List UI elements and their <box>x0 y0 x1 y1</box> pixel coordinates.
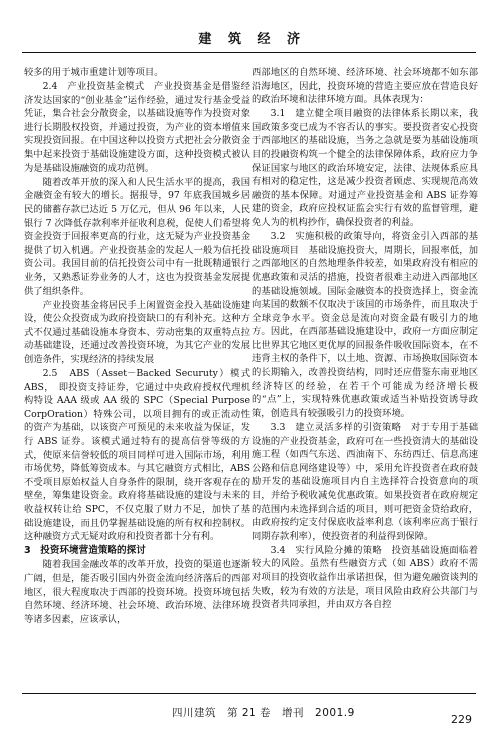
right-text-column <box>252 66 478 700</box>
paragraph: 产业投资基金将居民手上闲置资金投入基础设施建设，使公众投资成为政府投资缺口的有利补充。这种方式不仅通过基础设施本身资本、劳动密集的双重特点拉动基础建设，还通过改善投资环境，为其它产业的发展创造条件，实现经济的持续发展 <box>24 299 250 365</box>
paragraph: 3.1 建立健全项目融资的法律体系长期以来，我国政策多变已成为不容否认的事实。要投资者安心投资于西部地区的基础设施，当务之急就是要为基础设施项目的投融资构筑一个健全的法律保障体系，政府应力争保证国家与地区的政治环境安定，法律、法规体系应具有相对的稳定性，这是减少投资者顾虑、实现规范高效融资的基本保障。对通过产业投资基金和 ABS 证券筹建的资金，政府应投权证监会实行有效的监督管理，避免人为的机构抄作，确保投资者的利益。 <box>252 108 478 229</box>
paragraph: 随着我国金融改革的改革开放，投资的渠道也逐渐广阔，但是，能否吸引国内外资金流向经济落后的西部地区，很大程度取决于西部的投资环境。投资环境包括自然环境、经济环境、社会环境、政治环境、法律环境等诸多因素，应该承认， <box>24 559 250 625</box>
paragraph: 2.4 产业投资基金模式 产业投资基金是借鉴经济发达国家的“创业基金”运作经验，通过发行基金受益凭证，集合社会分散资金，以基础设施等作为投资对象进行长期股权投资，并通过投资，为产业的资本增值来实现投资回报。在中国这种以投资方式把社会分散资金集中起来投资于基础设施建设方面，这种投资模式被认为是基础设施融资的成功范例。 <box>24 81 250 174</box>
paragraph: 较多的用于城市重建计划等项目。 <box>24 67 164 78</box>
page-number: 229 <box>451 713 472 726</box>
page-header <box>22 28 476 50</box>
paragraph: 西部地区的自然环境、经济环境、社会环境都不如东部沿海地区，因此，投资环境的营造主要应放在营造良好的政治环境和法律环境方面。具体表现为： <box>252 67 478 106</box>
header-rule <box>22 52 476 53</box>
footer-journal-info: 四川建筑 第 21 卷 增刊 2001.9 <box>172 707 355 719</box>
paragraph: 3.2 实施积极的政策导向，将资金引入西部的基础设施项目 基础设施投资大，周期长，回报率低，加之西部地区的自然地理条件较差，如果政府没有相应的优惠政策和灵活的措施，投资者很难主动进入西部地区的基础设施领域。国际金融资本的投资选择上，资金流向某国的数额不仅取决于该国的市场条件，而且取决于全球竞争水平。资金总是流向对资金最有吸引力的地方。因此，在西部基础设施建设中，政府一方面应制定比世界其它地区更优厚的回报条件吸收国际资本，在不违背主权的条件下，以土地、资源、市场换取国际资本的长期输入，改善投资结构，同时还应借鉴东南亚地区经济特区的经验，在若干个可能成为经济增长极的“点”上，实现特殊优惠政策或适当补贴投资诱导政策，创造具有较强吸引力的投资环境。 <box>252 231 478 419</box>
paragraph: 3.3 建立灵活多样的引资策略 对于专用于基础设施的产业投资基金，政府可在一些投资清大的基础设施工程（如西气东送、西油南下、东纺西迁、信息高速公路和信息网络建设等）中，采用允许投资者在政府鼓励开发的基础设施项目内自主选择符合投资意向的项目，并给予税收减免优惠政策。如果投资者在政府规定的范围内未选择到合适的项目，则可把资金贷给政府，由政府按约定支付保底收益率利息（该利率应高于银行同期存款利率），使投资者的利益得到保障。 <box>252 421 478 542</box>
journal-header-title: 建 筑 经 济 <box>198 32 306 47</box>
page-footer <box>22 689 476 741</box>
paragraph: 2.5 ABS（Asset－Backed Securuty）模式 ABS， 即投资支持证券，它通过中央政府授权代理机构特设 AAA 级或 AA 级的 SPC（Special Purpose CorpOration）特殊公司，以项目拥有的或正流动性的资产为基础，以该资产可预见的未来收益为保证，发行 ABS 证券。该模式通过特有的提高信誉等级的方式，使原来信誉较低的项目同样可进入国际市场，利用市场优势，降低筹资成本。与其它融资方式相比，ABS 不受项目原始权益人自身条件的限制，绕开客观存在的壁垒，筹集建设资金。政府将基础设施的建设与未来的收益权转让给 SPC，不仅克服了财力不足，加快了基础设施建设，而且仍掌握基础设施的所有权和控制权。这种融资方式无疑对政府和投资者都十分有利。 <box>24 368 250 543</box>
footer-rule <box>22 693 476 694</box>
section-heading: 3 投资环境营造策略的探讨 <box>24 545 146 557</box>
paragraph: 3.4 实行风险分摊的策略 投资基础设施面临着较大的风险。虽然有些融资方式（如 ABS）政府不需对项目的投资收益作出承诺担保，但为避免融资谈判的失败，较为有效的方法是，项目风险由政府公共部门与投资者共同承担，并由双方各自控 <box>252 544 478 611</box>
paragraph: 随着改革开放的深入和人民生活水平的提高，我国金融资金有较大的增长。据报导，97 年底我国城乡居民的储蓄存款已达近 5 万亿元，但从 96 年以来，人民银行 7 次降低存款利率并征收利息税，促使人们希望将资金投资于回报率更高的行业，这无疑为产业投资基金提供了切入机遇。产业投资基金的发起人一般为信托投资公司。我国目前的信托投资公司中有一批既精通银行业务，又熟悉证券业务的人才，这也为投资基金发展提供了组织条件。 <box>24 176 250 297</box>
left-text-column <box>24 66 250 700</box>
